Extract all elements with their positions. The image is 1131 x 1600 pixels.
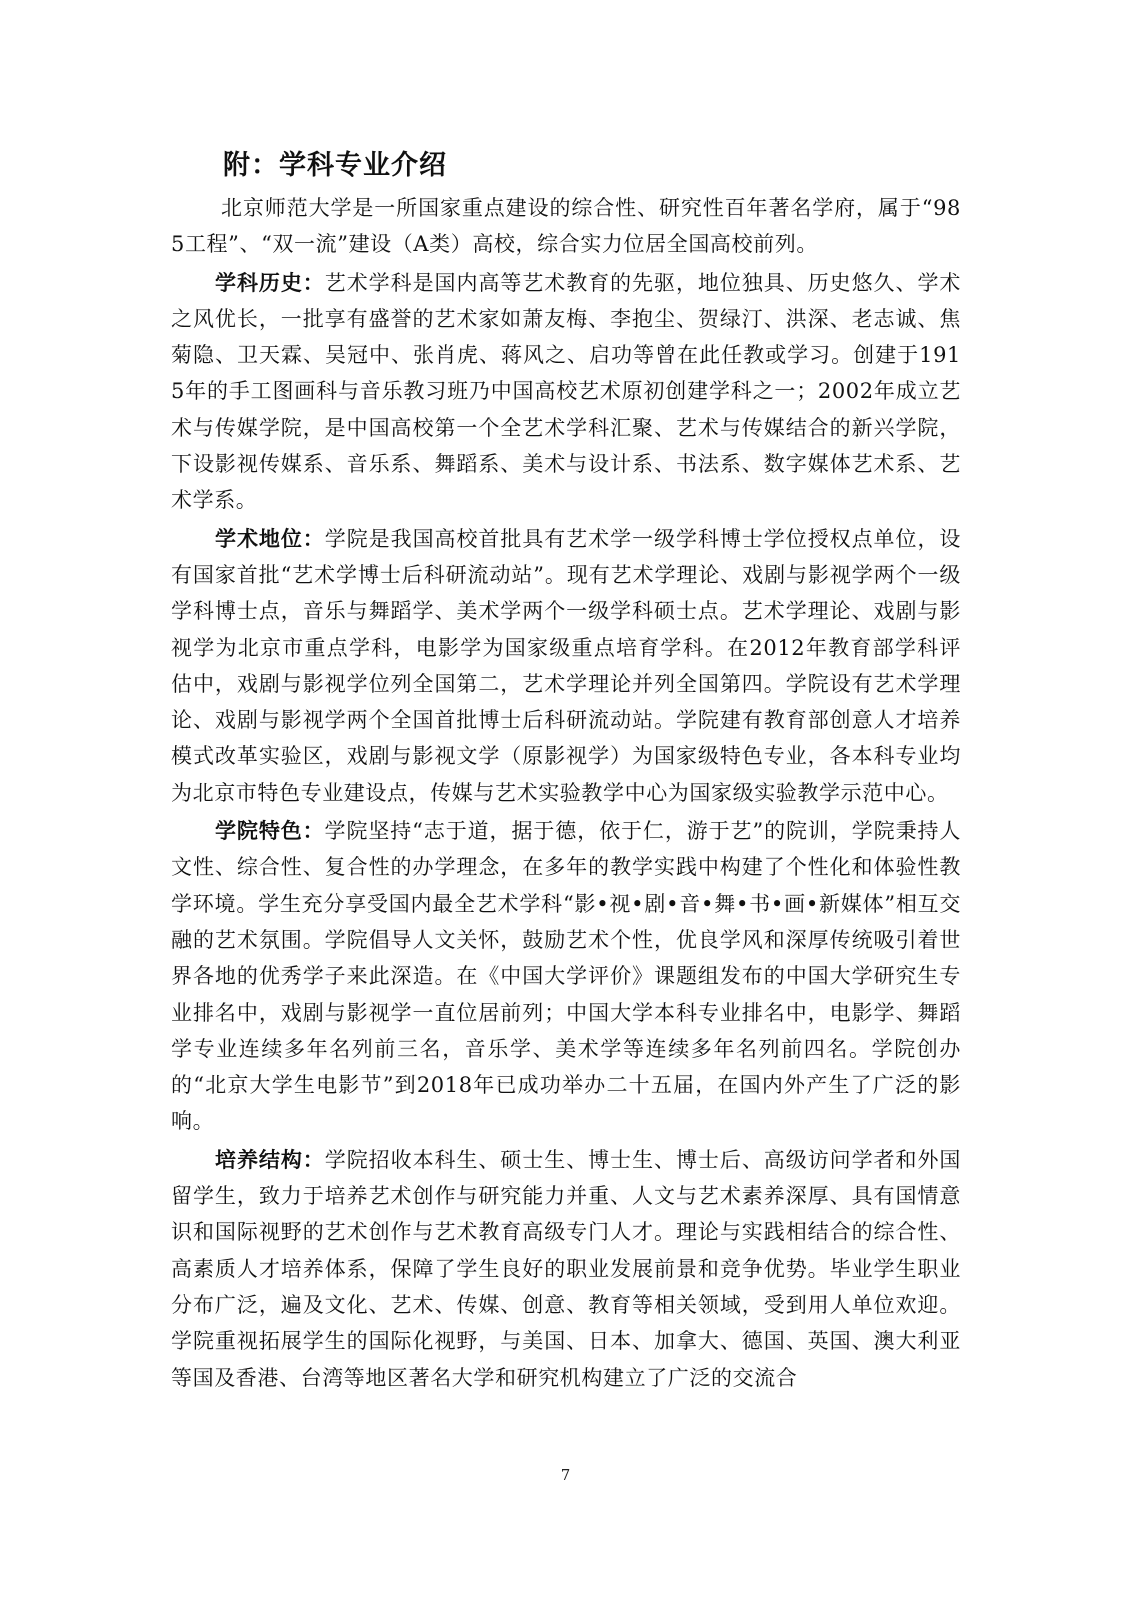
- section-features: [171, 813, 961, 1140]
- intro-paragraph: 北京师范大学是一所国家重点建设的综合性、研究性百年著名学府，属于“985工程”、“双一流”建设（A类）高校，综合实力位居全国高校前列。: [171, 196, 961, 257]
- section-features-heading: 学院特色：: [215, 819, 325, 844]
- section-features-text: 学院坚持“志于道，据于德，依于仁，游于艺”的院训，学院秉持人文性、综合性、复合性的办学理念，在多年的教学实践中构建了个性化和体验性教学环境。学生充分享受国内最全艺术学科“影•视•剧•音•舞•书•画•新媒体”相互交融的艺术氛围。学院倡导人文关怀，鼓励艺术个性，优良学风和深厚传统吸引着世界各地的优秀学子来此深造。在《中国大学评价》课题组发布的中国大学研究生专业排名中，戏剧与影视学一直位居前列；中国大学本科专业排名中，电影学、舞蹈学专业连续多年名列前三名，音乐学、美术学等连续多年名列前四名。学院创办的“北京大学生电影节”到2018年已成功举办二十五届，在国内外产生了广泛的影响。: [171, 819, 961, 1134]
- section-academic-status: [171, 521, 961, 811]
- section-training-structure: [171, 1142, 961, 1396]
- section-academic-status-heading: 学术地位：: [215, 526, 325, 551]
- section-training-structure-text: 学院招收本科生、硕士生、博士生、博士后、高级访问学者和外国留学生，致力于培养艺术创作与研究能力并重、人文与艺术素养深厚、具有国情意识和国际视野的艺术创作与艺术教育高级专门人才。理论与实践相结合的综合性、高素质人才培养体系，保障了学生良好的职业发展前景和竞争优势。毕业学生职业分布广泛，遍及文化、艺术、传媒、创意、教育等相关领域，受到用人单位欢迎。学院重视拓展学生的国际化视野，与美国、日本、加拿大、德国、英国、澳大利亚等国及香港、台湾等地区著名大学和研究机构建立了广泛的交流合: [171, 1147, 961, 1390]
- section-history-text: 艺术学科是国内高等艺术教育的先驱，地位独具、历史悠久、学术之风优长，一批享有盛誉的艺术家如萧友梅、李抱尘、贺绿汀、洪深、老志诚、焦菊隐、卫天霖、吴冠中、张肖虎、蒋风之、启功等曾在此任教或学习。创建于1915年的手工图画科与音乐教习班乃中国高校艺术原初创建学科之一；2002年成立艺术与传媒学院，是中国高校第一个全艺术学科汇聚、艺术与传媒结合的新兴学院，下设影视传媒系、音乐系、舞蹈系、美术与设计系、书法系、数字媒体艺术系、艺术学系。: [171, 270, 961, 513]
- section-history: [171, 265, 961, 519]
- page-number: 7: [560, 1466, 571, 1484]
- section-training-structure-heading: 培养结构：: [215, 1147, 325, 1172]
- page-title: 附：学科专业介绍: [223, 150, 447, 181]
- section-history-heading: 学科历史：: [215, 270, 325, 295]
- section-academic-status-text: 学院是我国高校首批具有艺术学一级学科博士学位授权点单位，设有国家首批“艺术学博士后科研流动站”。现有艺术学理论、戏剧与影视学两个一级学科博士点，音乐与舞蹈学、美术学两个一级学科硕士点。艺术学理论、戏剧与影视学为北京市重点学科，电影学为国家级重点培育学科。在2012年教育部学科评估中，戏剧与影视学位列全国第二，艺术学理论并列全国第四。学院设有艺术学理论、戏剧与影视学两个全国首批博士后科研流动站。学院建有教育部创意人才培养模式改革实验区，戏剧与影视文学（原影视学）为国家级特色专业，各本科专业均为北京市特色专业建设点，传媒与艺术实验教学中心为国家级实验教学示范中心。: [171, 526, 961, 805]
- document-body: [171, 148, 961, 1398]
